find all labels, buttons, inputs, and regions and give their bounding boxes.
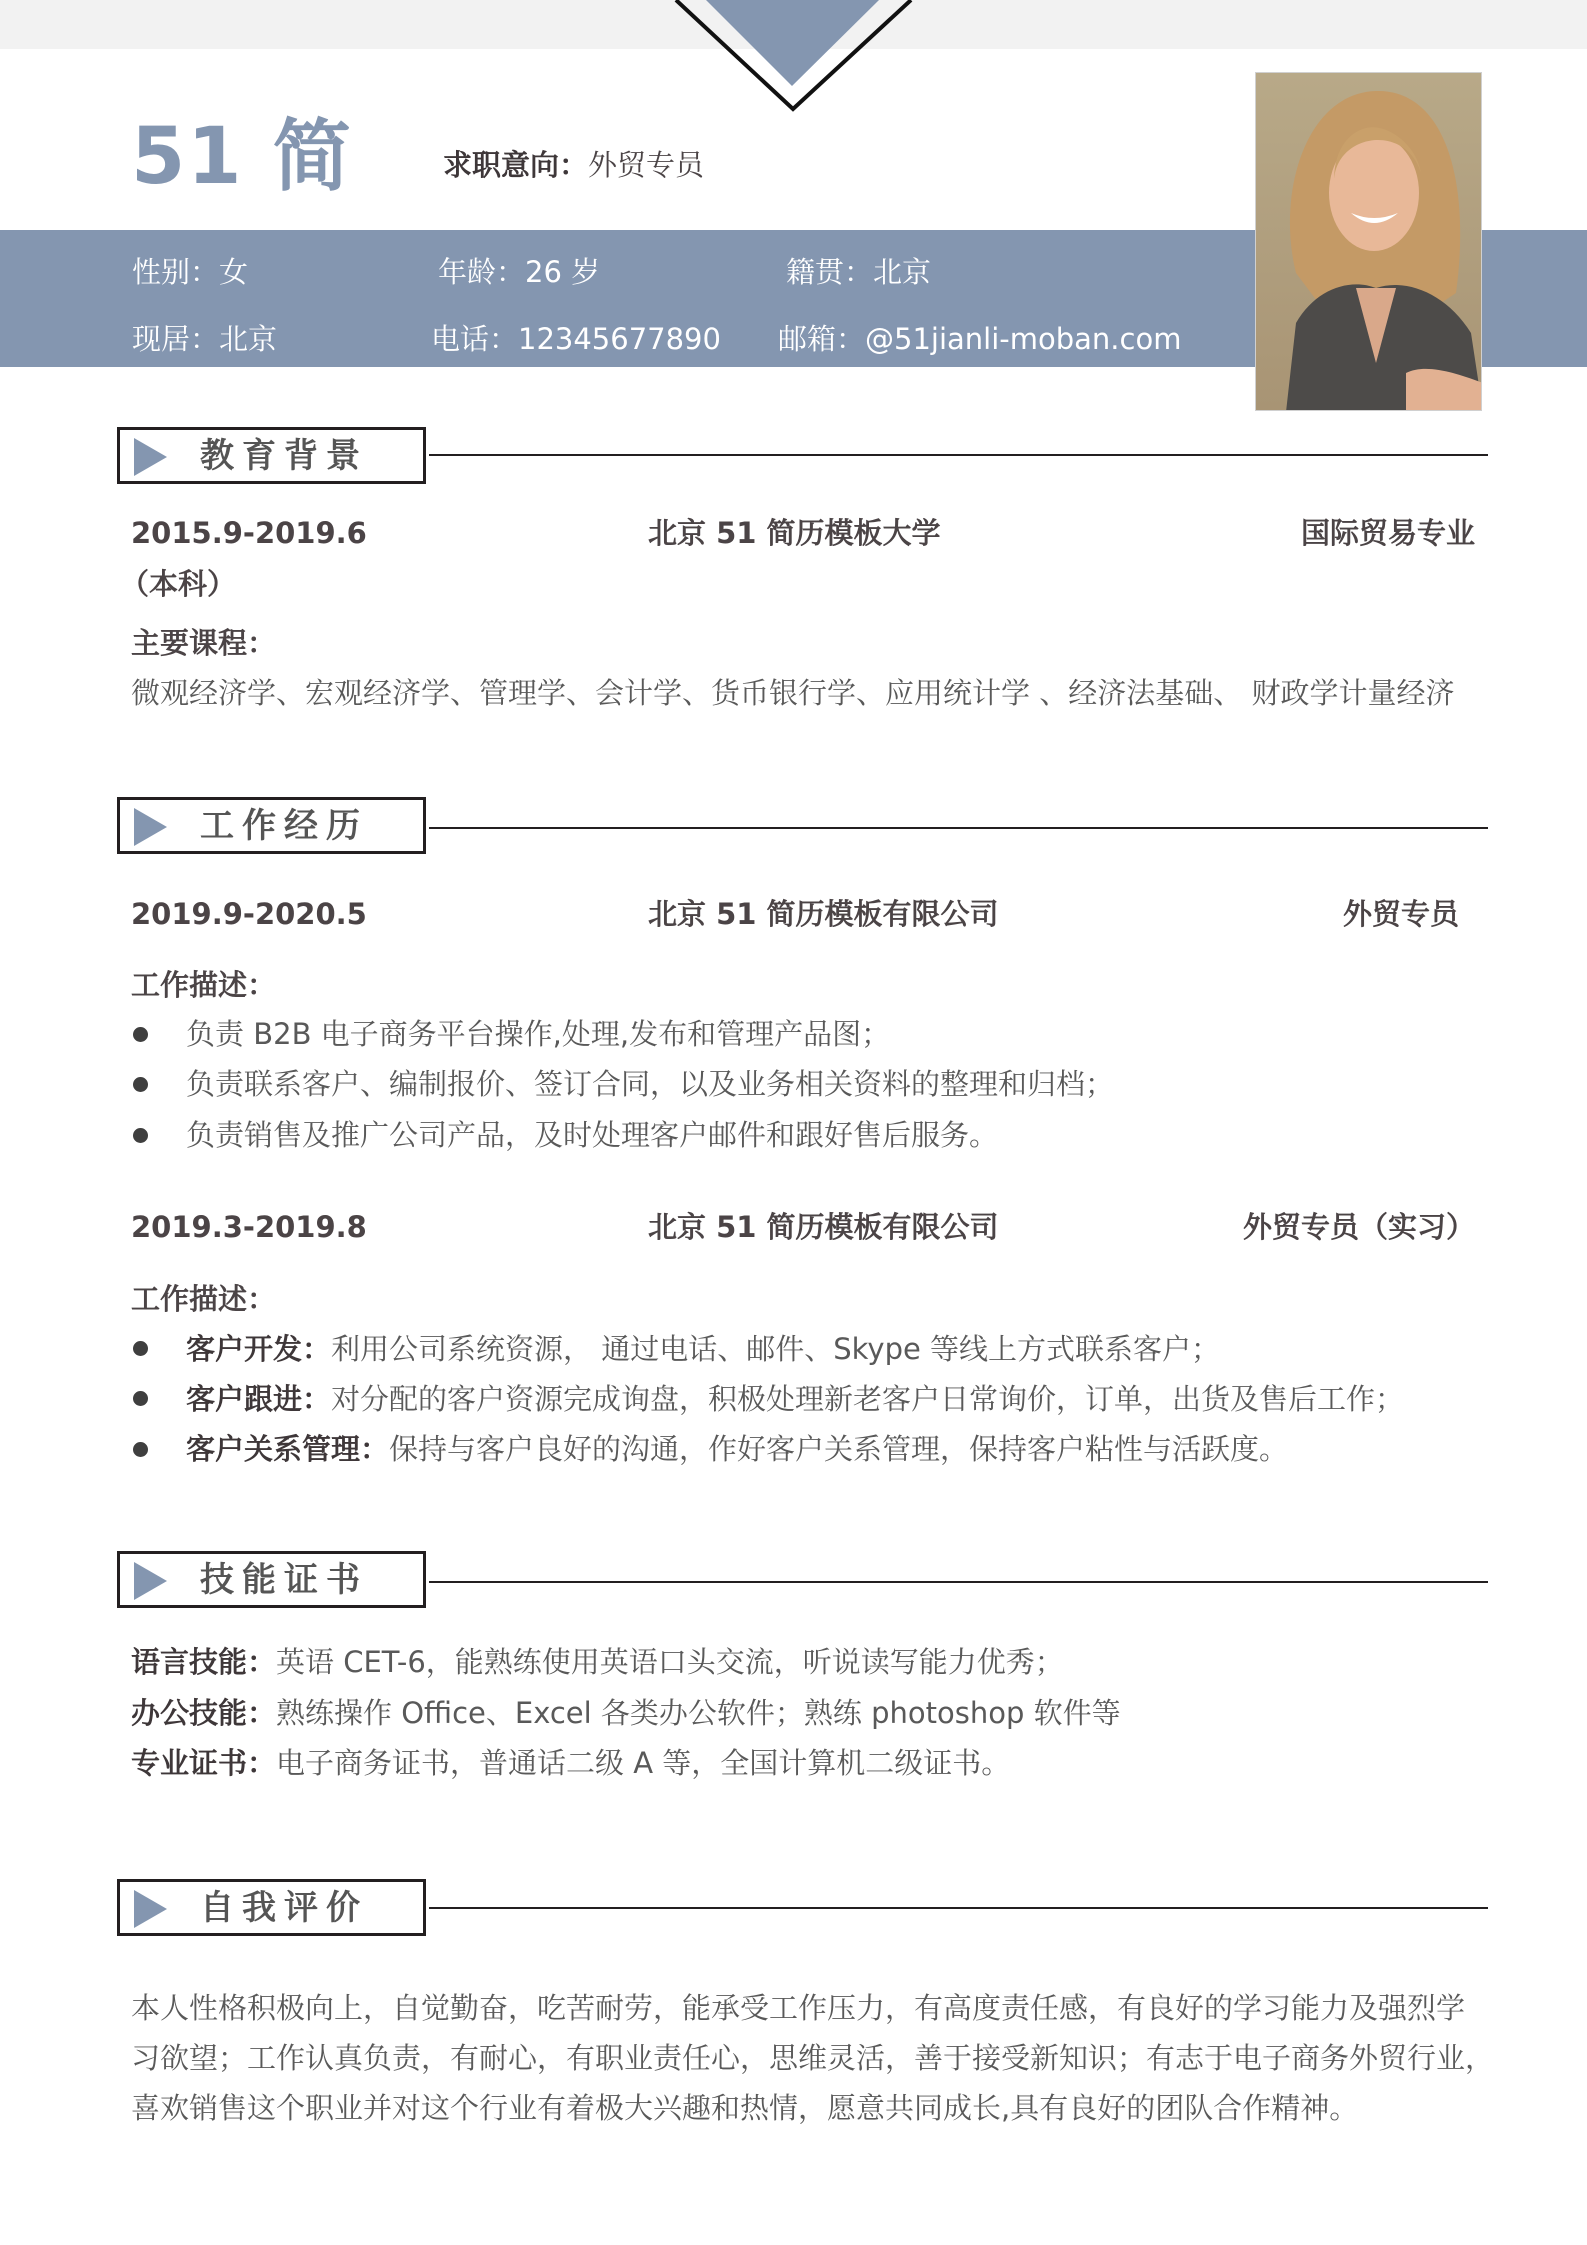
section-header-education [117,427,426,484]
section-divider [429,827,1488,829]
duty-text: 对分配的客户资源完成询盘，积极处理新老客户日常询价，订单，出货及售后工作； [331,1382,1405,1416]
duty-text: 负责销售及推广公司产品，及时处理客户邮件和跟好售后服务。 [186,1118,999,1152]
info-native-place: 籍贯：北京 [786,255,932,289]
job-intent [443,147,704,183]
duty-label: 客户跟进： [186,1382,332,1416]
section-divider [429,1907,1488,1909]
info-residence: 现居：北京 [132,322,278,356]
courses-label: 主要课程： [131,626,277,660]
job-desc-label: 工作描述： [131,1282,277,1316]
duty-text: 负责 B2B 电子商务平台操作,处理,发布和管理产品图； [186,1017,891,1051]
job-role: 外贸专员 [1342,897,1459,931]
duty-text: 负责联系客户、编制报价、签订合同，以及业务相关资料的整理和归档； [186,1067,1115,1101]
job-intent-label: 求职意向： [443,148,589,182]
job-company: 北京 51 简历模板有限公司 [648,897,999,931]
job-duty [186,1331,1220,1367]
skill-text: 电子商务证书，普通话二级 A 等，全国计算机二级证书。 [276,1746,1011,1780]
skill-item [131,1644,1064,1680]
filled-circle-icon [133,1027,148,1042]
job-duty [186,1431,1288,1467]
section-header-skills [117,1551,426,1608]
duty-label: 客户开发： [186,1332,332,1366]
self-eval-line: 习欲望；工作认真负责，有耐心，有职业责任心，思维灵活，善于接受新知识；有志于电子商务外贸行业， [131,2041,1495,2075]
job-intent-value: 外贸专员 [588,148,705,182]
job-duty [186,1066,1114,1102]
edu-major: 国际贸易专业 [1300,516,1475,550]
info-gender: 性别：女 [132,255,249,289]
job-period: 2019.9-2020.5 [131,897,367,931]
info-phone: 电话：12345677890 [431,322,721,356]
section-divider [429,454,1488,456]
job-desc-label: 工作描述： [131,968,277,1002]
section-title: 工作经历 [200,806,368,846]
job-duty [186,1381,1404,1417]
triangle-right-icon [134,438,167,476]
section-divider [429,1581,1488,1583]
filled-circle-icon [133,1341,148,1356]
chevron-down-icon [670,0,920,115]
job-duty [186,1117,998,1153]
profile-photo [1255,72,1482,411]
duty-text: 保持与客户良好的沟通，作好客户关系管理，保持客户粘性与活跃度。 [389,1432,1289,1466]
skill-text: 英语 CET-6，能熟练使用英语口头交流，听说读写能力优秀； [276,1645,1064,1679]
section-header-work [117,797,426,854]
brand-logo: 51 简 [131,112,353,202]
skill-label: 办公技能： [131,1696,277,1730]
filled-circle-icon [133,1077,148,1092]
self-eval-line: 本人性格积极向上，自觉勤奋，吃苦耐劳，能承受工作压力，有高度责任感，有良好的学习能力及强烈学 [131,1991,1466,2025]
info-age: 年龄：26 岁 [438,255,601,289]
edu-school: 北京 51 简历模板大学 [648,516,941,550]
courses-list: 微观经济学、宏观经济学、管理学、会计学、货币银行学、应用统计学 、经济法基础、 财政学计量经济 [131,676,1455,710]
skill-label: 专业证书： [131,1746,277,1780]
section-title: 自我评价 [200,1888,368,1928]
edu-degree: （本科） [120,567,237,601]
skill-item [131,1745,1010,1781]
skill-label: 语言技能： [131,1645,277,1679]
section-title: 教育背景 [200,436,368,476]
filled-circle-icon [133,1128,148,1143]
triangle-right-icon [134,808,167,846]
triangle-right-icon [134,1890,167,1928]
job-company: 北京 51 简历模板有限公司 [648,1210,999,1244]
section-header-self-evaluation [117,1879,426,1936]
job-period: 2019.3-2019.8 [131,1210,367,1244]
skill-item [131,1695,1121,1731]
job-duty [186,1016,890,1052]
duty-text: 利用公司系统资源， 通过电话、邮件、Skype 等线上方式联系客户； [331,1332,1221,1366]
self-eval-line: 喜欢销售这个职业并对这个行业有着极大兴趣和热情，愿意共同成长,具有良好的团队合作精神。 [131,2091,1359,2125]
filled-circle-icon [133,1391,148,1406]
job-role: 外贸专员（实习） [1242,1210,1475,1244]
edu-period: 2015.9-2019.6 [131,516,367,550]
avatar [1256,73,1482,411]
triangle-right-icon [134,1562,167,1600]
section-title: 技能证书 [200,1560,368,1600]
duty-label: 客户关系管理： [186,1432,390,1466]
info-email: 邮箱：@51jianli-moban.com [778,322,1182,356]
skill-text: 熟练操作 Office、Excel 各类办公软件；熟练 photoshop 软件等 [276,1696,1121,1730]
filled-circle-icon [133,1442,148,1457]
